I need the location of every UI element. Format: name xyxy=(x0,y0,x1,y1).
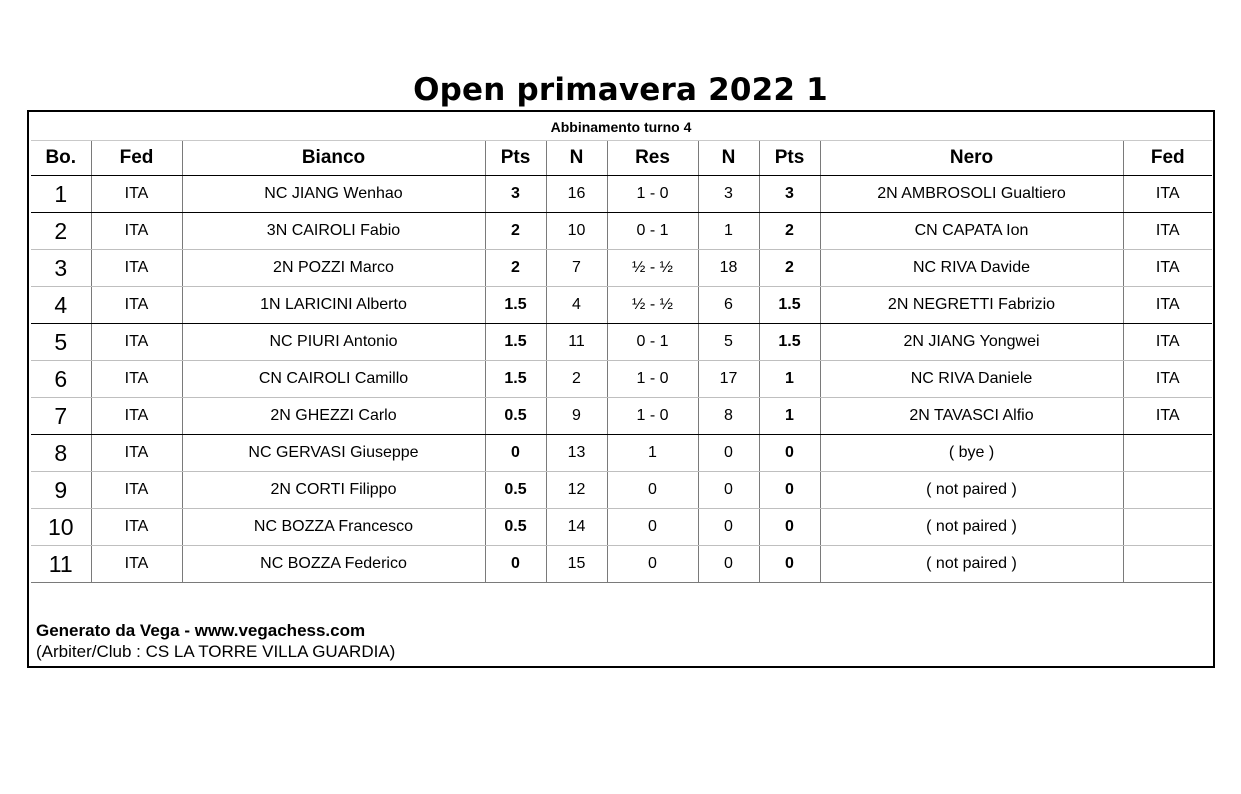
fed-black-cell: ITA xyxy=(1123,213,1212,250)
n-black-cell: 0 xyxy=(698,435,759,472)
white-player-cell: 2N POZZI Marco xyxy=(182,250,485,287)
n-black-cell: 17 xyxy=(698,361,759,398)
pts-white-cell: 0.5 xyxy=(485,398,546,435)
n-black-cell: 0 xyxy=(698,509,759,546)
pts-black-cell: 0 xyxy=(759,435,820,472)
n-white-cell: 11 xyxy=(546,324,607,361)
black-player-cell: 2N TAVASCI Alfio xyxy=(820,398,1123,435)
result-cell: 0 xyxy=(607,472,698,509)
fed-black-cell: ITA xyxy=(1123,176,1212,213)
fed-white-cell: ITA xyxy=(91,176,182,213)
fed-white-cell: ITA xyxy=(91,361,182,398)
black-player-cell: ( bye ) xyxy=(820,435,1123,472)
fed-white-cell: ITA xyxy=(91,398,182,435)
table-row xyxy=(31,472,1212,509)
pts-white-cell: 1.5 xyxy=(485,287,546,324)
col-header-fed-white: Fed xyxy=(91,141,182,176)
black-player-cell: ( not paired ) xyxy=(820,472,1123,509)
white-player-cell: 2N CORTI Filippo xyxy=(182,472,485,509)
fed-white-cell: ITA xyxy=(91,213,182,250)
result-cell: 1 - 0 xyxy=(607,361,698,398)
black-player-cell: CN CAPATA Ion xyxy=(820,213,1123,250)
fed-white-cell: ITA xyxy=(91,324,182,361)
table-row xyxy=(31,176,1212,213)
result-cell: ½ - ½ xyxy=(607,287,698,324)
fed-black-cell: ITA xyxy=(1123,361,1212,398)
n-white-cell: 12 xyxy=(546,472,607,509)
fed-white-cell: ITA xyxy=(91,472,182,509)
table-row xyxy=(31,398,1212,435)
fed-white-cell: ITA xyxy=(91,509,182,546)
board-number-cell: 3 xyxy=(31,250,91,287)
n-white-cell: 16 xyxy=(546,176,607,213)
fed-white-cell: ITA xyxy=(91,287,182,324)
white-player-cell: 1N LARICINI Alberto xyxy=(182,287,485,324)
table-row xyxy=(31,435,1212,472)
table-row xyxy=(31,250,1212,287)
n-black-cell: 8 xyxy=(698,398,759,435)
white-player-cell: NC GERVASI Giuseppe xyxy=(182,435,485,472)
result-cell: 0 xyxy=(607,546,698,583)
fed-black-cell: ITA xyxy=(1123,250,1212,287)
fed-white-cell: ITA xyxy=(91,546,182,583)
n-black-cell: 1 xyxy=(698,213,759,250)
n-black-cell: 0 xyxy=(698,546,759,583)
fed-white-cell: ITA xyxy=(91,435,182,472)
result-cell: 1 xyxy=(607,435,698,472)
board-number-cell: 5 xyxy=(31,324,91,361)
table-row xyxy=(31,213,1212,250)
result-cell: ½ - ½ xyxy=(607,250,698,287)
pts-white-cell: 0 xyxy=(485,435,546,472)
pts-black-cell: 0 xyxy=(759,546,820,583)
white-player-cell: 3N CAIROLI Fabio xyxy=(182,213,485,250)
pts-white-cell: 1.5 xyxy=(485,361,546,398)
n-white-cell: 4 xyxy=(546,287,607,324)
col-header-n-black: N xyxy=(698,141,759,176)
footer xyxy=(36,620,395,662)
col-header-result: Res xyxy=(607,141,698,176)
col-header-n-white: N xyxy=(546,141,607,176)
white-player-cell: NC BOZZA Francesco xyxy=(182,509,485,546)
n-white-cell: 9 xyxy=(546,398,607,435)
black-player-cell: NC RIVA Daniele xyxy=(820,361,1123,398)
pairings-frame xyxy=(27,110,1215,668)
n-white-cell: 14 xyxy=(546,509,607,546)
white-player-cell: NC PIURI Antonio xyxy=(182,324,485,361)
pts-black-cell: 1.5 xyxy=(759,287,820,324)
result-cell: 0 - 1 xyxy=(607,213,698,250)
white-player-cell: 2N GHEZZI Carlo xyxy=(182,398,485,435)
fed-black-cell: ITA xyxy=(1123,287,1212,324)
n-white-cell: 7 xyxy=(546,250,607,287)
board-number-cell: 9 xyxy=(31,472,91,509)
col-header-board: Bo. xyxy=(31,141,91,176)
board-number-cell: 7 xyxy=(31,398,91,435)
round-subtitle: Abbinamento turno 4 xyxy=(550,119,692,135)
pts-white-cell: 0.5 xyxy=(485,509,546,546)
pts-black-cell: 2 xyxy=(759,213,820,250)
black-player-cell: 2N AMBROSOLI Gualtiero xyxy=(820,176,1123,213)
fed-black-cell: ITA xyxy=(1123,324,1212,361)
n-white-cell: 10 xyxy=(546,213,607,250)
board-number-cell: 11 xyxy=(31,546,91,583)
result-cell: 0 - 1 xyxy=(607,324,698,361)
board-number-cell: 1 xyxy=(31,176,91,213)
table-body xyxy=(31,176,1212,583)
fed-black-cell: ITA xyxy=(1123,398,1212,435)
board-number-cell: 10 xyxy=(31,509,91,546)
white-player-cell: NC JIANG Wenhao xyxy=(182,176,485,213)
board-number-cell: 8 xyxy=(31,435,91,472)
pts-black-cell: 3 xyxy=(759,176,820,213)
n-white-cell: 13 xyxy=(546,435,607,472)
board-number-cell: 4 xyxy=(31,287,91,324)
table-row xyxy=(31,509,1212,546)
pts-white-cell: 1.5 xyxy=(485,324,546,361)
white-player-cell: NC BOZZA Federico xyxy=(182,546,485,583)
col-header-pts-black: Pts xyxy=(759,141,820,176)
black-player-cell: 2N JIANG Yongwei xyxy=(820,324,1123,361)
generated-by: Generato da Vega - www.vegachess.com xyxy=(36,621,366,640)
pts-black-cell: 1.5 xyxy=(759,324,820,361)
col-header-fed-black: Fed xyxy=(1123,141,1212,176)
pts-black-cell: 1 xyxy=(759,361,820,398)
n-black-cell: 5 xyxy=(698,324,759,361)
pts-black-cell: 0 xyxy=(759,472,820,509)
col-header-pts-white: Pts xyxy=(485,141,546,176)
col-header-black: Nero xyxy=(820,141,1123,176)
black-player-cell: ( not paired ) xyxy=(820,509,1123,546)
fed-white-cell: ITA xyxy=(91,250,182,287)
n-black-cell: 18 xyxy=(698,250,759,287)
pairings-table xyxy=(31,140,1212,583)
fed-black-cell xyxy=(1123,472,1212,509)
page-title: Open primavera 2022 1 xyxy=(413,72,828,108)
table-row xyxy=(31,546,1212,583)
table-row xyxy=(31,361,1212,398)
result-cell: 1 - 0 xyxy=(607,176,698,213)
pts-black-cell: 2 xyxy=(759,250,820,287)
pts-white-cell: 2 xyxy=(485,213,546,250)
arbiter-club: (Arbiter/Club : CS LA TORRE VILLA GUARDIA) xyxy=(36,642,396,661)
table-header xyxy=(31,141,1212,176)
fed-black-cell xyxy=(1123,546,1212,583)
n-white-cell: 2 xyxy=(546,361,607,398)
result-cell: 1 - 0 xyxy=(607,398,698,435)
pts-black-cell: 1 xyxy=(759,398,820,435)
n-white-cell: 15 xyxy=(546,546,607,583)
table-row xyxy=(31,324,1212,361)
board-number-cell: 2 xyxy=(31,213,91,250)
n-black-cell: 0 xyxy=(698,472,759,509)
n-black-cell: 3 xyxy=(698,176,759,213)
black-player-cell: ( not paired ) xyxy=(820,546,1123,583)
white-player-cell: CN CAIROLI Camillo xyxy=(182,361,485,398)
result-cell: 0 xyxy=(607,509,698,546)
pts-white-cell: 0.5 xyxy=(485,472,546,509)
fed-black-cell xyxy=(1123,509,1212,546)
pts-white-cell: 3 xyxy=(485,176,546,213)
col-header-white: Bianco xyxy=(182,141,485,176)
table-row xyxy=(31,287,1212,324)
black-player-cell: NC RIVA Davide xyxy=(820,250,1123,287)
black-player-cell: 2N NEGRETTI Fabrizio xyxy=(820,287,1123,324)
pts-white-cell: 0 xyxy=(485,546,546,583)
header-row xyxy=(31,141,1212,176)
n-black-cell: 6 xyxy=(698,287,759,324)
fed-black-cell xyxy=(1123,435,1212,472)
board-number-cell: 6 xyxy=(31,361,91,398)
pts-black-cell: 0 xyxy=(759,509,820,546)
pts-white-cell: 2 xyxy=(485,250,546,287)
